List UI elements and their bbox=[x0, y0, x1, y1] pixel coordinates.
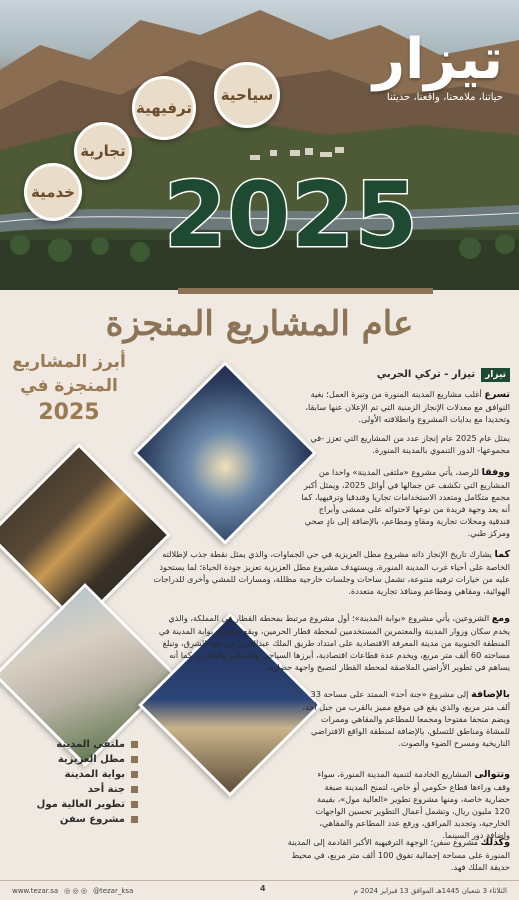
bullet-square-icon bbox=[131, 816, 138, 823]
list-item: بوابة المدينة bbox=[18, 767, 138, 782]
category-bubble-services: خدمية bbox=[24, 163, 82, 221]
hero-year: 2025 bbox=[164, 163, 419, 268]
headline-accent-bar bbox=[178, 288, 433, 294]
lead-word: تسرع bbox=[484, 389, 510, 400]
left-column-title: أبرز المشاريع المنجزة في bbox=[12, 352, 126, 396]
project-list bbox=[18, 737, 138, 827]
page-number: 4 bbox=[260, 884, 266, 893]
photo-multaqa-al-madinah bbox=[133, 361, 317, 545]
social-handle[interactable]: @tezar_ksa bbox=[92, 886, 134, 895]
paragraph-aziziyah: كما يشارك تاريخ الإنجاز ذاته مشروع مطل العزيزية في حي الجماوات، والذي يمثل نقطة جذب لإطلالته الخاصة على أحياء غرب المدينة المنورة، ويستهدف مشروع مطل العزيزية تعزيز جودة الحياة؛ لما يستحوذ عليه من خيارات ترفيه متنوعة، تشمل ساحات وجلسات خارجية مظللة، ومسارات للمشي وأخرى للدراجات الهوائية، ومقاهي ومطاعم ومنافذ تجارية متعددة. bbox=[153, 549, 510, 596]
bullet-square-icon bbox=[131, 786, 138, 793]
paragraph-2025: يمثل عام 2025 عام إنجاز عدد من المشاريع التي تعزز -في مجموعها- الدور التنموي بالمدينة المنورة. bbox=[310, 433, 510, 455]
lead-word: كما bbox=[494, 549, 510, 560]
article-byline bbox=[320, 368, 510, 386]
paragraph-madinah-gate: ومع الشروعين، يأتي مشروع «بوابة المدينة»؛ أول مشروع مرتبط بمحطة القطار في المملكة، والذي يخدم سكان وزوار المدينة والمعتمرين المستخدمين لمحطة قطار الحرمين، ويقع مشروع بوابة المدينة في المنطقة الجنوبية من مدينة المعرفة الاقتصادية على امتداد طريق الملك عبدالعزيز من جهة الشرق، وتبلغ مساحته 60 ألف متر مربع، ويخدم عدة قطاعات اقتصادية، أبرزها السياحي والفندقي والتجاري، كما أنه يساهم في تطوير الأراضي الملاصقة لمحطة القطار لتصبح واجهة حضارية. bbox=[158, 613, 510, 672]
issue-date: الثلاثاء 3 شعبان 1445هـ الموافق 13 فبراير 2024 م bbox=[353, 886, 507, 895]
bullet-square-icon bbox=[131, 801, 138, 808]
lead-word: ووفقا bbox=[481, 467, 510, 478]
category-bubble-entertainment: ترفيهية bbox=[132, 76, 196, 140]
byline-author: تيزار - تركي الحربي bbox=[376, 369, 476, 380]
bullet-square-icon bbox=[131, 741, 138, 748]
list-item: جنة أحد bbox=[18, 782, 138, 797]
page-footer bbox=[0, 880, 519, 900]
list-item: ملتقى المدينة bbox=[18, 737, 138, 752]
category-bubble-tourism: سياحية bbox=[214, 62, 280, 128]
lead-word: ومع bbox=[491, 613, 510, 624]
paragraph-jannat-uhud: بالإضافة إلى مشروع «جنة أحد» الممتد على مساحة 33 ألف متر مربع، والذي يقع في موقع مميز بالقرب من جبل أحد، ويضم متحفا مفتوحا ومجمعا للمطاعم والمقاهي وممرات للمشاة ومناطق للتسلق، بالإضافة لمنطقة الواقع الافتراضي التاريخية ومسرح الضوء والصوت. bbox=[302, 689, 510, 748]
paragraph-multaqa: ووفقا للرصد، يأتي مشروع «ملتقى المدينة» واحدا من المشاريع التي تكشف عن جمالها في أوائل 2025، ويمثل أكبر مجمع متكامل ومتعدد الاستخدامات تجاريا وفندقيا وترفيهيا، كما أنه يعد وجهة فريدة من نوعها لاحتوائه على ممشى وأبراج فندقية ومحلات تجارية ومقاهٍ ومطاعم، بالإضافة إلى نادٍ صحي ومركز طبي. bbox=[301, 467, 510, 538]
hero-banner bbox=[0, 0, 519, 290]
byline-logo: تيزار bbox=[481, 368, 510, 382]
website-link[interactable]: www.tezar.sa bbox=[12, 886, 59, 895]
list-item: مطل العزيزية bbox=[18, 752, 138, 767]
brand-logo: تيزار bbox=[372, 27, 503, 92]
brand-tagline: حياتنا، ملامحنا، واقعنا، حديثنا bbox=[386, 92, 503, 103]
paragraph-alia-mall: وتتوالى المشاريع الخادمة لتنمية المدينة المنورة، سواء وقف وراءها قطاع حكومي أو خاص، لتمنح المدينة صبغة حضارية خاصة، ومنها مشروع تطوير «العالية مول»، بقيمة 120 مليون ريال، وتشمل أعمال التطوير تحسين الواجهات الخارجية، وتجديد المرافق، ورفع عدد المطاعم والمقاهي، وإضافة دور السينما. bbox=[315, 769, 510, 840]
list-item: مشروع سفن bbox=[18, 812, 138, 827]
bullet-square-icon bbox=[131, 771, 138, 778]
lead-word: وكذلك bbox=[480, 837, 510, 848]
left-column-year: 2025 bbox=[38, 400, 100, 425]
paragraph-sevens: وكذلك مشروع سفن؛ الوجهة الترفيهية الأكبر القادمة إلى المدينة المنورة على مساحة إجمالية تفوق 100 ألف متر مربع، في محيط حديقة الملك فهد. bbox=[287, 837, 510, 872]
list-item: تطوير العالية مول bbox=[18, 797, 138, 812]
social-icon: ◎ ◎ ◎ bbox=[64, 886, 87, 895]
lead-word: وتتوالى bbox=[474, 769, 510, 780]
brand-masthead bbox=[343, 27, 503, 103]
category-bubble-commercial: تجارية bbox=[74, 122, 132, 180]
page-headline: عام المشاريع المنجزة bbox=[105, 304, 414, 344]
lead-word: بالإضافة bbox=[471, 689, 510, 700]
paragraph-intro: تسرع أغلب مشاريع المدينة المنورة من وتيرة العمل؛ بغية التوافق مع معدلات الإنجاز الزمنية التي تم الإعلان عنها سابقا، وتحديدا مع بدايات المشروع وانطلاقته الأولى. bbox=[305, 389, 510, 424]
bullet-square-icon bbox=[131, 756, 138, 763]
